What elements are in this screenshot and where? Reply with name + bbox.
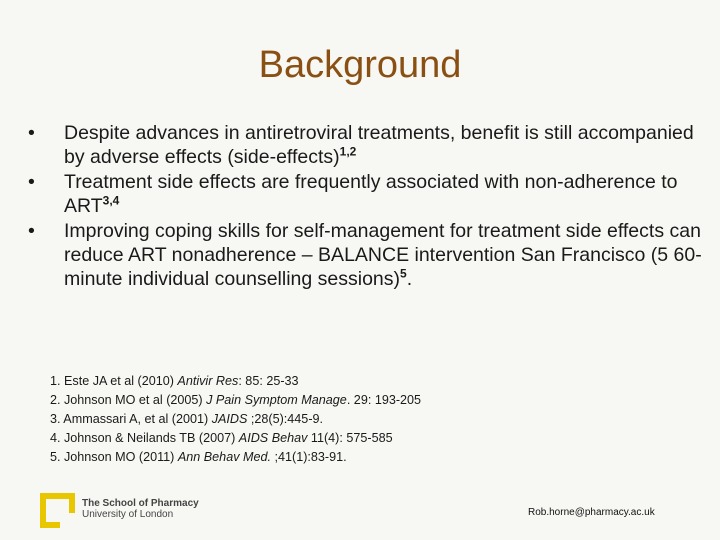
slide-title: Background (258, 44, 462, 86)
citation-superscript: 1,2 (339, 144, 357, 159)
bullet-text: Treatment side effects are frequently associated with non-adherence to ART (64, 170, 678, 218)
bullet-text: Despite advances in antiretroviral treatments, benefit is still accompanied by adverse effects (side-effects) (64, 122, 694, 169)
reference-details: . 29: 193-205 (346, 393, 422, 407)
bullet-item (28, 121, 710, 170)
reference-text: 4. Johnson & Neilands TB (2007) (50, 431, 239, 445)
reference-text: 1. Este JA et al (2010) (50, 374, 178, 388)
reference-details: ;41(1):83-91. (271, 450, 347, 464)
reference-journal: JAIDS (211, 412, 248, 426)
contact-email: Rob.horne@pharmacy.ac.uk (528, 507, 655, 518)
bullet-marker: • (28, 122, 35, 144)
reference-text: 5. Johnson MO (2011) (50, 450, 178, 464)
reference-journal: Ann Behav Med. (177, 450, 271, 464)
bullet-list (28, 121, 710, 292)
reference-details: ;28(5):445-9. (247, 412, 324, 426)
reference-journal: AIDS Behav (238, 431, 308, 445)
bullet-text: Improving coping skills for self-management for treatment side effects can reduce ART nonadherence – BALANCE intervention San Francisco (5 60-minute individual counselling sessions) (64, 219, 702, 291)
reference-journal: Antivir Res (177, 374, 239, 388)
reference-item (50, 391, 670, 410)
reference-text: 2. Johnson MO et al (2005) (50, 393, 207, 407)
reference-item (50, 410, 670, 429)
reference-item (50, 429, 670, 448)
citation-superscript: 5 (400, 266, 407, 281)
school-logo (40, 493, 200, 529)
logo-square-icon (40, 493, 75, 528)
logo-university: University of London (82, 509, 174, 520)
logo-name: The School of Pharmacy (82, 498, 199, 509)
bullet-marker: • (28, 219, 35, 242)
reference-details: : 85: 25-33 (238, 374, 299, 388)
bullet-item (28, 170, 710, 219)
bullet-item (28, 219, 710, 292)
reference-details: 11(4): 575-585 (307, 431, 393, 445)
reference-item (50, 448, 670, 467)
reference-list (50, 372, 670, 467)
reference-text: 3. Ammassari A, et al (2001) (50, 412, 212, 426)
bullet-marker: • (28, 170, 35, 193)
logo-text (82, 498, 199, 520)
reference-journal: J Pain Symptom Manage (206, 393, 347, 407)
bullet-text-end: . (406, 268, 413, 291)
reference-item (50, 372, 670, 391)
citation-superscript: 3,4 (102, 193, 120, 208)
